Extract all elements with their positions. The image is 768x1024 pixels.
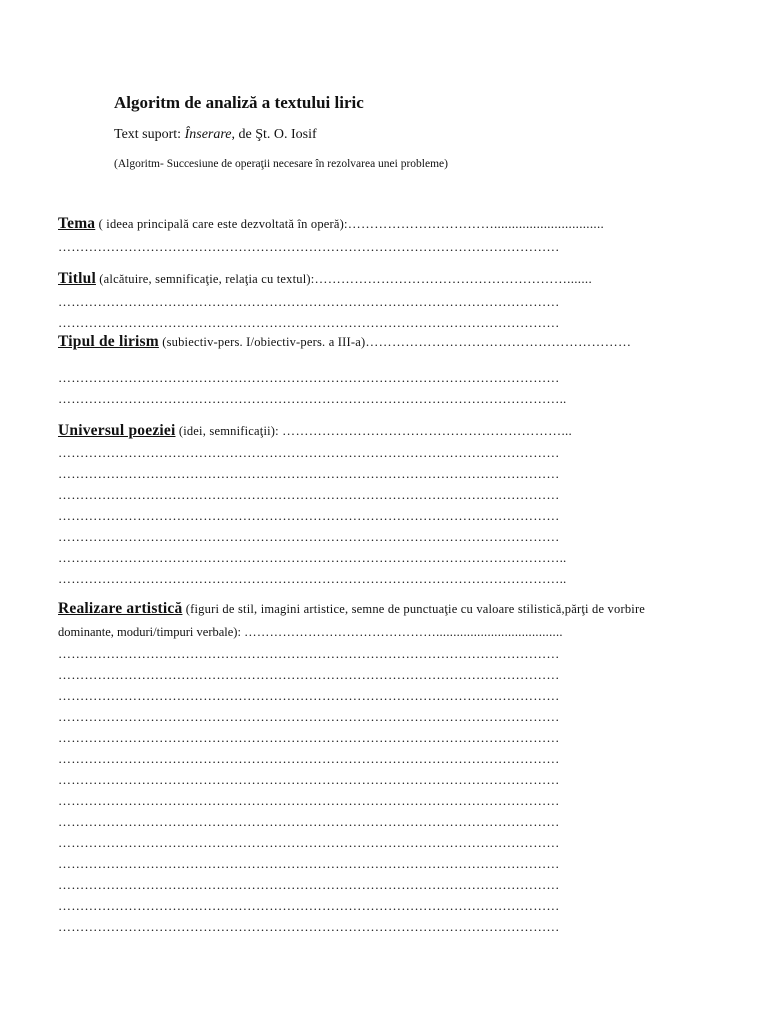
section-universul-heading: Universul poeziei [58, 422, 176, 439]
section-tema-heading: Tema [58, 215, 96, 232]
answer-line[interactable]: …………………………………………………………………………………………………… [58, 646, 560, 661]
algorithm-definition: (Algoritm- Succesiune de operaţii necesare în rezolvarea unei probleme) [114, 158, 448, 170]
answer-line[interactable]: …………………………………………………………………………………………………….. [58, 550, 567, 565]
answer-line[interactable]: …………………………………………………………………………………………………… [58, 877, 560, 892]
section-titlul-hint: (alcătuire, semnificaţie, relaţia cu textul): [95, 272, 315, 286]
answer-line[interactable]: …………………………………………………………………………………………………… [58, 709, 560, 724]
answer-line[interactable]: …………………………………………………………………………………………………… [58, 793, 560, 808]
section-realizare-header [58, 599, 712, 619]
text-source [114, 127, 317, 143]
document-title: Algoritm de analiză a textului liric [114, 93, 364, 112]
section-realizare-heading: Realizare artistică [58, 600, 183, 617]
answer-line[interactable]: …………………………………………………………………………………………………….. [58, 391, 567, 406]
answer-line[interactable]: …………………………………………………………………………………………………… [58, 239, 560, 254]
section-realizare-answer-line[interactable]: ………………………………………..................................... [244, 625, 563, 639]
answer-line[interactable]: …………………………………………………………………………………………………… [58, 370, 560, 385]
section-universul-answer-line[interactable]: ………………………………………………………... [282, 423, 573, 438]
answer-line[interactable]: …………………………………………………………………………………………………… [58, 835, 560, 850]
section-tema-hint: ( ideea principală care este dezvoltată în operă): [95, 217, 348, 231]
section-tema-header [58, 214, 712, 234]
section-universul-header [58, 421, 712, 441]
answer-line[interactable]: …………………………………………………………………………………………………… [58, 814, 560, 829]
section-realizare-hint: (figuri de stil, imagini artistice, semne de punctuaţie cu valoare stilistică,părţi de vorbire [182, 602, 646, 616]
answer-line[interactable]: …………………………………………………………………………………………………… [58, 529, 560, 544]
section-titlul-heading: Titlul [58, 270, 96, 287]
answer-line[interactable]: …………………………………………………………………………………………………… [58, 856, 560, 871]
text-source-author: , de Şt. O. Iosif [231, 127, 317, 142]
text-source-work: Înserare [184, 127, 232, 142]
section-lirism-header [58, 332, 712, 352]
answer-line[interactable]: …………………………………………………………………………………………………… [58, 730, 560, 745]
answer-line[interactable]: …………………………………………………………………………………………………… [58, 667, 560, 682]
answer-line[interactable]: …………………………………………………………………………………………………… [58, 487, 560, 502]
section-universul-hint: (idei, semnificaţii): [175, 424, 283, 438]
answer-line[interactable]: …………………………………………………………………………………………………… [58, 688, 560, 703]
section-realizare-header-line2 [58, 622, 712, 642]
answer-line[interactable]: …………………………………………………………………………………………………… [58, 315, 560, 330]
section-realizare-hint-line2: dominante, moduri/timpuri verbale): [58, 625, 245, 639]
section-titlul-header [58, 269, 712, 289]
answer-line[interactable]: …………………………………………………………………………………………………… [58, 445, 560, 460]
section-lirism-hint: (subiectiv-pers. I/obiectiv-pers. a III-a) [158, 335, 366, 349]
answer-line[interactable]: …………………………………………………………………………………………………….. [58, 571, 567, 586]
section-tema-answer-line[interactable]: ……………………………............................... [347, 216, 605, 231]
answer-line[interactable]: …………………………………………………………………………………………………… [58, 772, 560, 787]
answer-line[interactable]: …………………………………………………………………………………………………… [58, 919, 560, 934]
section-lirism-answer-line[interactable]: …………………………………………………… [365, 334, 632, 349]
answer-line[interactable]: …………………………………………………………………………………………………… [58, 898, 560, 913]
answer-line[interactable]: …………………………………………………………………………………………………… [58, 294, 560, 309]
section-titlul-answer-line[interactable]: …………………………………………………....... [314, 271, 593, 286]
answer-line[interactable]: …………………………………………………………………………………………………… [58, 466, 560, 481]
text-source-prefix: Text suport: [114, 127, 185, 142]
answer-line[interactable]: …………………………………………………………………………………………………… [58, 508, 560, 523]
section-lirism-heading: Tipul de lirism [58, 333, 159, 350]
answer-line[interactable]: …………………………………………………………………………………………………… [58, 751, 560, 766]
